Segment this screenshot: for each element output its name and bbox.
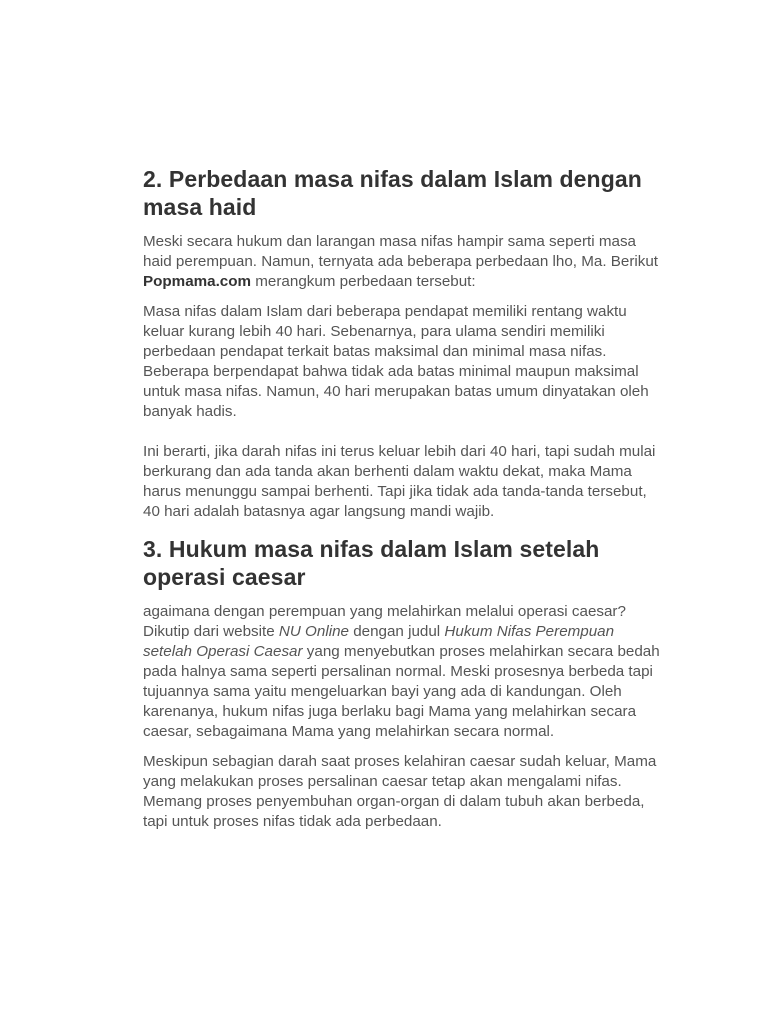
section-3-heading: 3. Hukum masa nifas dalam Islam setelah operasi caesar	[143, 536, 600, 590]
section-3-p1-part-1: agaimana dengan perempuan yang melahirkan melalui operasi caesar? Dikutip dari website	[143, 603, 626, 640]
document-body	[143, 165, 663, 832]
section-2-p1-text-before: Meski secara hukum dan larangan masa nifas hampir sama seperti masa haid perempuan. Namun, ternyata ada beberapa perbedaan lho, Ma. Berikut	[143, 233, 659, 270]
section-2-paragraph-2: Masa nifas dalam Islam dari beberapa pendapat memiliki rentang waktu keluar kurang lebih 40 hari. Sebenarnya, para ulama sendiri memiliki perbedaan pendapat terkait batas maksimal dan minimal masa nifas. Beberapa berpendapat bahwa tidak ada batas minimal maupun maksimal untuk masa nifas. Namun, 40 hari merupakan batas umum dinyatakan oleh banyak hadis.	[143, 303, 649, 420]
source-article-title: Hukum Nifas Perempuan setelah Operasi Caesar	[143, 623, 615, 660]
section-3-p1-part-2: dengan judul	[348, 623, 445, 640]
section-2-heading: 2. Perbedaan masa nifas dalam Islam dengan masa haid	[143, 166, 642, 220]
section-2-paragraph-3: Ini berarti, jika darah nifas ini terus keluar lebih dari 40 hari, tapi sudah mulai berkurang dan ada tanda akan berhenti dalam waktu dekat, maka Mama harus menunggu sampai berhenti. Tapi jika tidak ada tanda-tanda tersebut, 40 hari adalah batasnya agar langsung mandi wajib.	[143, 443, 656, 520]
section-2-paragraph-1	[143, 232, 663, 292]
section-2-p1-text-after: merangkum perbedaan tersebut:	[251, 273, 476, 290]
section-3-paragraph-1	[143, 602, 663, 742]
source-nu-online: NU Online	[278, 623, 349, 640]
section-3-p1-part-3: yang menyebutkan proses melahirkan secara bedah pada halnya sama seperti persalinan normal. Meski prosesnya berbeda tapi tujuannya sama yaitu mengeluarkan bayi yang ada di kandungan. Oleh karenanya, hukum nifas juga berlaku bagi Mama yang melahirkan secara caesar, sebagaimana Mama yang melahirkan secara normal.	[143, 643, 660, 740]
source-site-name: Popmama.com	[143, 273, 252, 290]
section-3-paragraph-2: Meskipun sebagian darah saat proses kelahiran caesar sudah keluar, Mama yang melakukan proses persalinan caesar tetap akan mengalami nifas. Memang proses penyembuhan organ-organ di dalam tubuh akan berbeda, tapi untuk proses nifas tidak ada perbedaan.	[143, 753, 657, 830]
